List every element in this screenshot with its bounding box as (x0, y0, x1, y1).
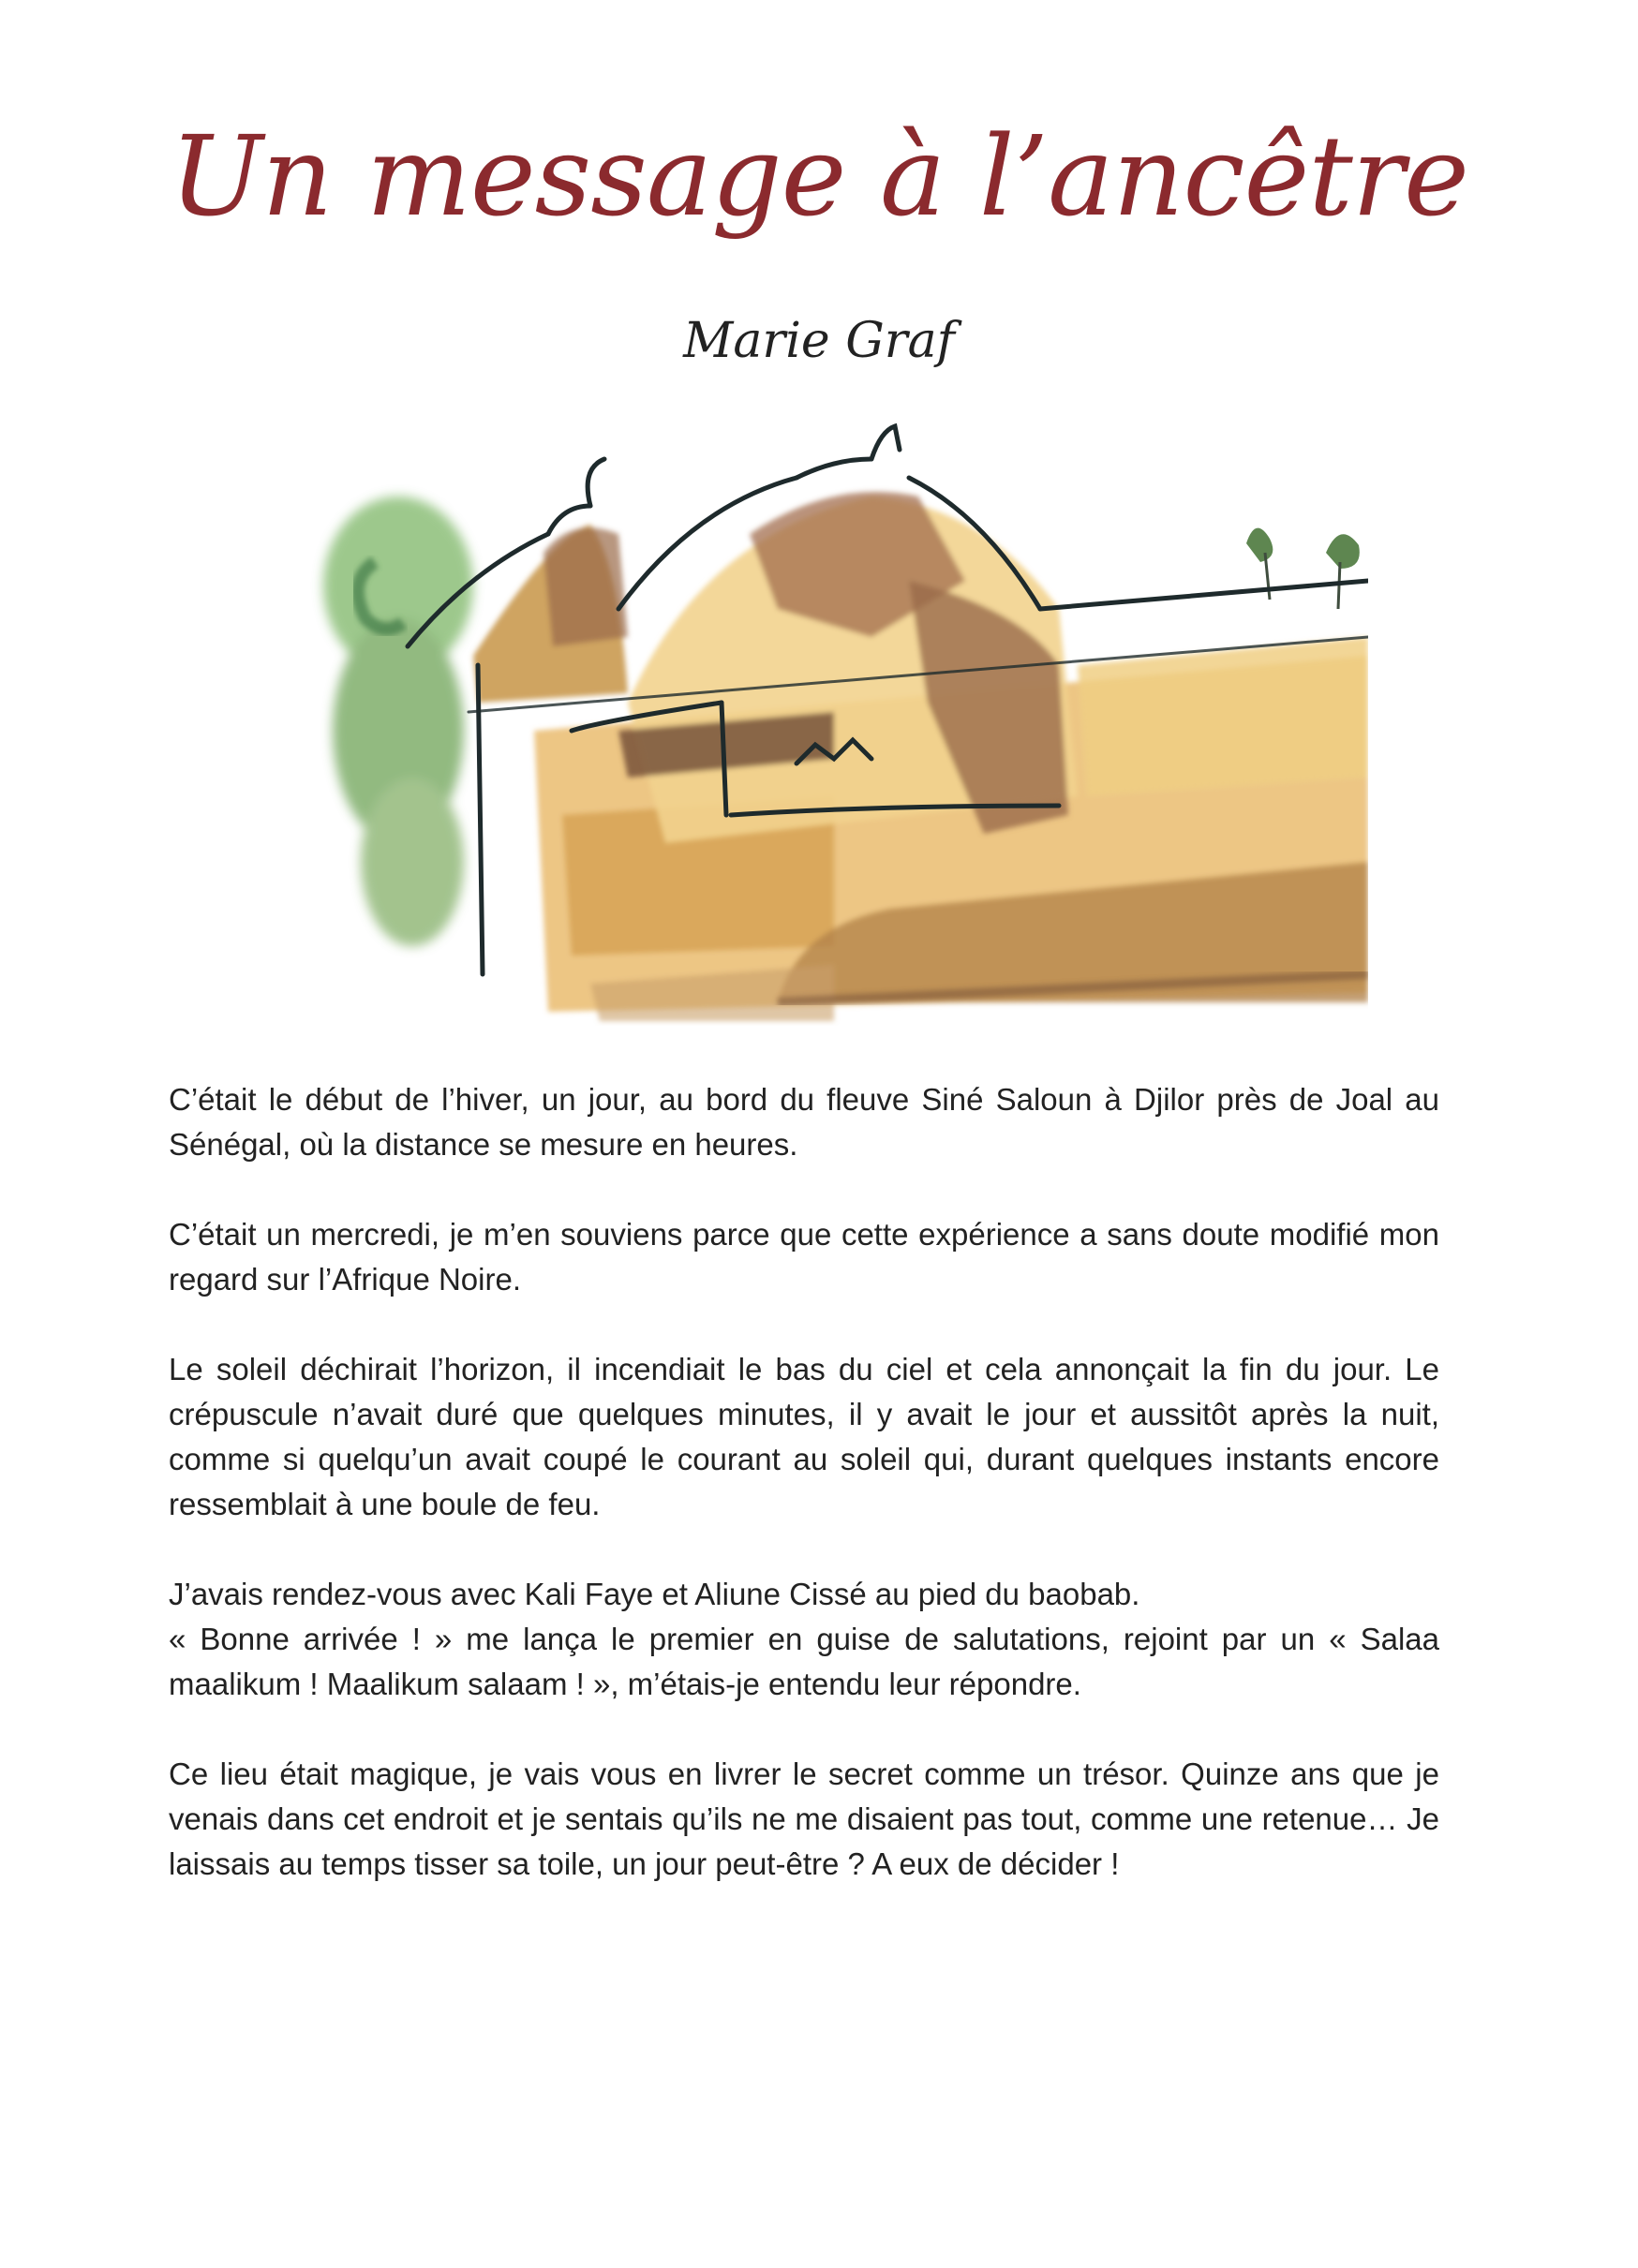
author-name: Marie Graf (683, 313, 955, 369)
bush-shape (323, 497, 473, 946)
watercolor-huts-illustration-icon (309, 422, 1368, 1026)
paragraph: Ce lieu était magique, je vais vous en livrer le secret comme un trésor. Quinze ans que je venais dans cet endroit et je sentais qu’ils ne me disaient pas tout, comme une retenue… Je laissais au temps tisser sa toile, un jour peut-être ? A eux de décider ! (169, 1757, 1439, 1881)
document-title: Un message à l’ancêtre (169, 111, 1469, 241)
paragraph: C’était un mercredi, je m’en souviens parce que cette expérience a sans doute modifié mon regard sur l’Afrique Noire. (169, 1217, 1439, 1297)
plant-shape (1246, 528, 1360, 609)
paragraph: J’avais rendez-vous avec Kali Faye et Aliune Cissé au pied du baobab. (169, 1577, 1140, 1611)
paragraph: C’était le début de l’hiver, un jour, au bord du fleuve Siné Saloun à Djilor près de Joal au Sénégal, où la distance se mesure en heures. (169, 1082, 1439, 1162)
body-text (169, 1077, 1439, 1932)
paragraph: « Bonne arrivée ! » me lança le premier en guise de salutations, rejoint par un « Salaa maalikum ! Maalikum salaam ! », m’étais-je entendu leur répondre. (169, 1622, 1439, 1701)
paragraph: Le soleil déchirait l’horizon, il incendiait le bas du ciel et cela annonçait la fin du jour. Le crépuscule n’avait duré que quelques minutes, il y avait le jour et aussitôt après la nuit, comme si quelqu’un avait coupé le courant au soleil qui, durant quelques instants encore ressemblait à une boule de feu. (169, 1352, 1439, 1521)
small-hut-shape (473, 525, 628, 703)
